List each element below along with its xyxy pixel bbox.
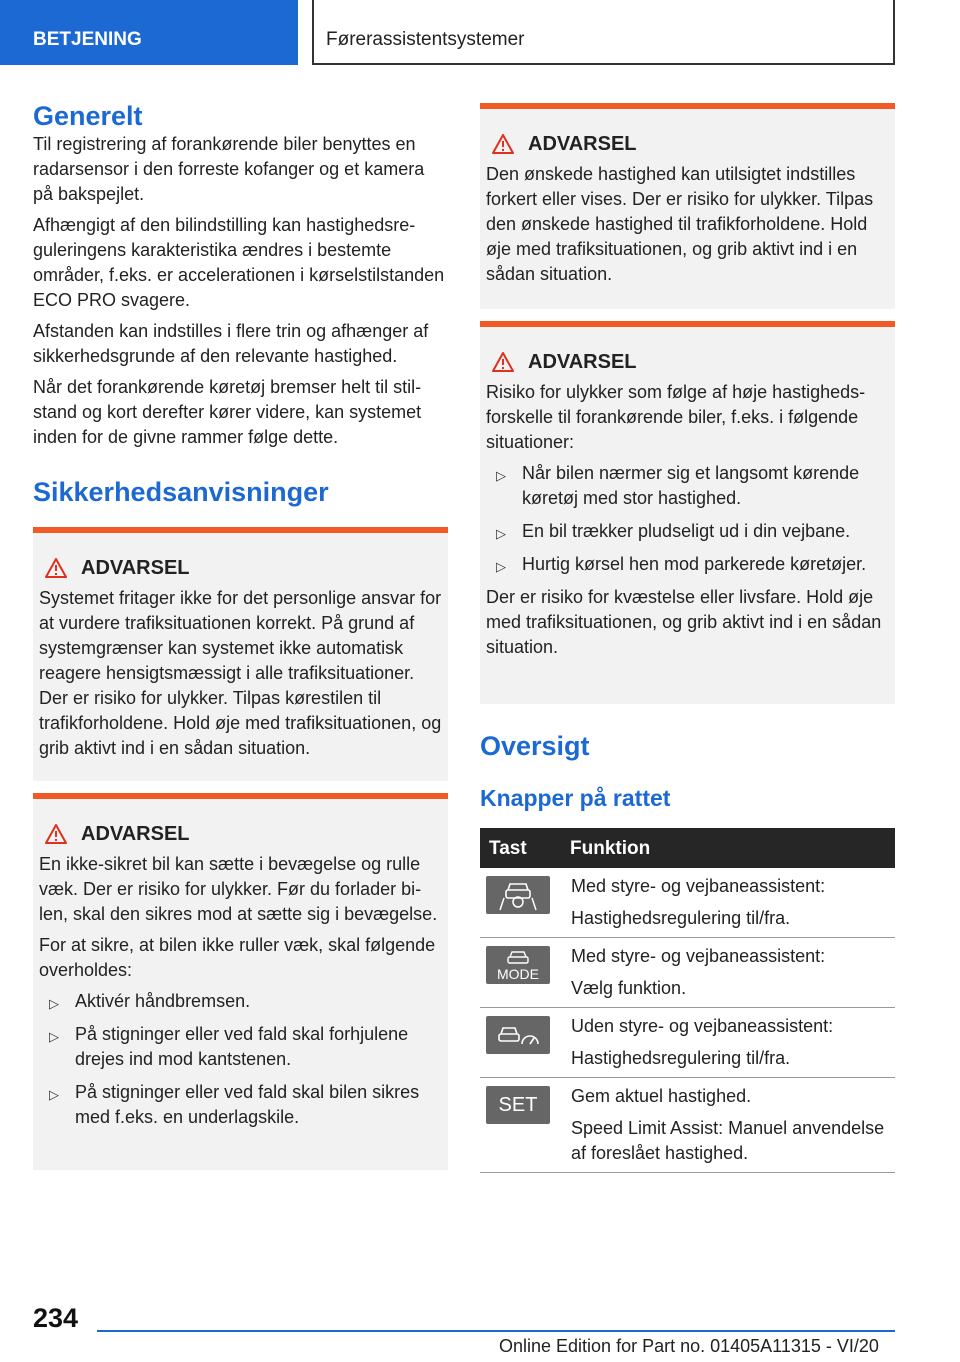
table-cell-icon <box>480 938 561 1008</box>
table-cell-icon <box>480 1008 561 1078</box>
warning-box <box>480 103 895 309</box>
list-item: ▷ På stigninger eller ved fald skal forhjulene drejes ind mod kantstenen. <box>49 1024 409 1069</box>
function-line: Hastighedsregulering til/fra. <box>571 908 791 928</box>
warning-triangle-icon <box>45 824 67 844</box>
function-line: Med styre- og vejbaneassistent: <box>571 946 826 966</box>
mode-label: MODE <box>497 965 539 982</box>
warning-text: For at sikre, at bilen ikke ruller væk, skal følgende overholdes: <box>39 935 436 980</box>
warning-box <box>33 527 448 781</box>
table-row <box>480 1008 895 1078</box>
table-header-tast: Tast <box>480 828 561 868</box>
warning-header <box>39 555 442 581</box>
warning-triangle-icon <box>492 134 514 154</box>
function-line: Hastighedsregulering til/fra. <box>571 1048 791 1068</box>
function-line: Uden styre- og vejbaneassistent: <box>571 1016 834 1036</box>
warning-list <box>486 461 889 577</box>
function-line: Vælg funktion. <box>571 978 687 998</box>
footer-divider <box>97 1330 895 1332</box>
warning-label: ADVARSEL <box>528 132 637 155</box>
steering-assist-icon <box>486 876 550 914</box>
warning-text: Der er risiko for kvæstelse eller livsfare. Hold øje med trafiksituationen, og grib aktivt ind i en sådan situation. <box>486 587 882 657</box>
warning-text: Risiko for ulykker som følge af høje hastighedsforskelle til forankørende biler, f.eks. i følgende situationer: <box>486 382 866 452</box>
table-cell-function <box>561 1078 895 1173</box>
generelt-heading: Generelt <box>33 101 143 131</box>
warning-label: ADVARSEL <box>81 556 190 579</box>
mode-button-icon <box>486 946 550 984</box>
triangle-bullet-icon: ▷ <box>49 1087 59 1102</box>
paragraph: Afstanden kan indstilles i flere trin og afhænger af sikkerhedsgrunde af den relevante hastighed. <box>33 321 429 366</box>
chapter-title: Førerassistentsystemer <box>312 0 895 65</box>
page-number: 234 <box>33 1303 79 1333</box>
safety-heading: Sikkerhedsanvisninger <box>33 477 329 507</box>
right-column <box>480 103 895 1173</box>
triangle-bullet-icon: ▷ <box>496 526 506 541</box>
table-row <box>480 868 895 938</box>
function-line: Med styre- og vejbaneassistent: <box>571 876 826 896</box>
warning-box <box>33 793 448 1170</box>
left-column <box>33 100 448 1170</box>
function-line: Speed Limit Assist: Manuel anvendelse af foreslået hastighed. <box>571 1118 885 1163</box>
list-item: ▷ Hurtig kørsel hen mod parkerede køretøjer. <box>486 552 889 577</box>
set-label: SET <box>498 1093 538 1116</box>
table-cell-function <box>561 1008 895 1078</box>
table-row <box>480 1078 895 1173</box>
table-cell-icon <box>480 868 561 938</box>
oversigt-heading: Oversigt <box>480 731 590 761</box>
warning-label: ADVARSEL <box>81 822 190 845</box>
footer-edition: Online Edition for Part no. 01405A11315 - VI/20 <box>499 1336 879 1356</box>
warning-header <box>486 349 889 375</box>
table-cell-icon <box>480 1078 561 1173</box>
knapper-heading: Knapper på rattet <box>480 785 671 811</box>
paragraph: Når det forankørende køretøj bremser helt til stilstand og kort derefter kører videre, kan systemet inden for de givne rammer følge dette. <box>33 377 422 447</box>
cruise-control-icon <box>486 1016 550 1054</box>
warning-triangle-icon <box>492 352 514 372</box>
table-header-funktion: Funktion <box>561 828 895 868</box>
generelt-body <box>33 132 448 450</box>
warning-triangle-icon <box>45 558 67 578</box>
warning-header <box>486 131 889 157</box>
list-item: ▷ På stigninger eller ved fald skal bilen sikres med f.eks. en underlagskile. <box>49 1082 420 1127</box>
triangle-bullet-icon: ▷ <box>49 1029 59 1044</box>
paragraph: Afhængigt af den bilindstilling kan hastighedsreguleringens karakteristika ændres i bestemte områder, f.eks. er accelerationen i kørselstilstanden ECO PRO svagere. <box>33 215 445 310</box>
warning-header <box>39 821 442 847</box>
table-row <box>480 938 895 1008</box>
warning-text: En ikke-sikret bil kan sætte i bevægelse og rulle væk. Der er risiko for ulykker. Før du forlader bilen, skal den sikres mod at sætte sig i bevægelse. <box>39 854 438 924</box>
warning-box <box>480 321 895 704</box>
paragraph: Til registrering af forankørende biler benyttes en radarsensor i den forreste kofanger og et kamera på bakspejlet. <box>33 134 425 204</box>
list-item: ▷ En bil trækker pludseligt ud i din vejbane. <box>486 519 889 544</box>
section-tab: BETJENING <box>0 0 298 65</box>
table-cell-function <box>561 868 895 938</box>
triangle-bullet-icon: ▷ <box>496 559 506 574</box>
warning-text: Den ønskede hastighed kan utilsigtet indstilles forkert eller vises. Der er risiko for ulykker. Tilpas den ønskede hastighed til trafikforholdene. Hold øje med trafiksituationen, og grib aktivt ind i en sådan situation. <box>486 164 874 284</box>
list-item: ▷ Når bilen nærmer sig et langsomt kørende køretøj med stor hastighed. <box>496 463 860 508</box>
list-item: ▷ Aktivér håndbremsen. <box>39 989 442 1014</box>
button-table <box>480 828 895 1173</box>
triangle-bullet-icon: ▷ <box>49 996 59 1011</box>
triangle-bullet-icon: ▷ <box>496 468 506 483</box>
warning-list <box>39 989 442 1130</box>
warning-label: ADVARSEL <box>528 350 637 373</box>
warning-text: Systemet fritager ikke for det personlige ansvar for at vurdere trafiksituationen korrekt. På grund af systemgrænser kan systemet ikke automatisk reagere hensigtsmæssigt i alle trafiksituationer. Der er risiko for ulykker. Tilpas kørestilen til trafikforholdene. Hold øje med trafiksituationen, og grib aktivt ind i en sådan situation. <box>39 588 442 758</box>
set-button-icon <box>486 1086 550 1124</box>
function-line: Gem aktuel hastighed. <box>571 1086 752 1106</box>
table-cell-function <box>561 938 895 1008</box>
